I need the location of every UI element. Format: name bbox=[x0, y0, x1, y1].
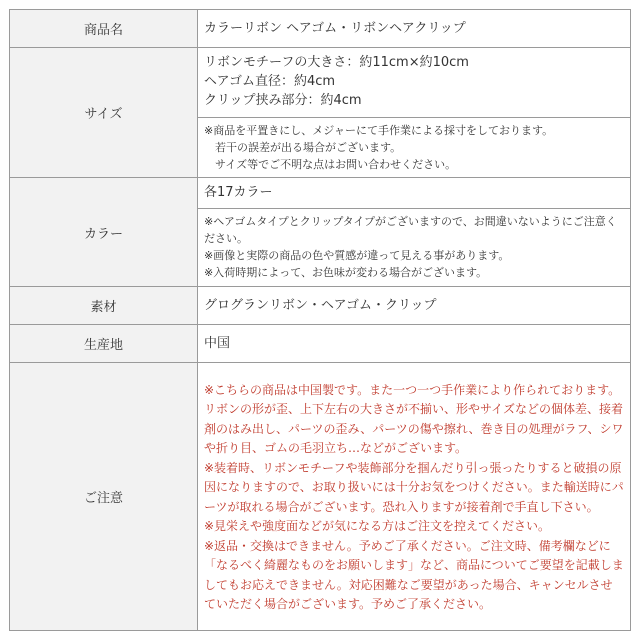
size-value bbox=[198, 48, 631, 178]
origin-text: 中国 bbox=[204, 336, 231, 351]
color-note-2: ※画像と実際の商品の色や質感が違って見える事があります。 bbox=[204, 249, 510, 262]
origin-value bbox=[198, 325, 631, 363]
product-name-text: カラーリボン ヘアゴム・リボンヘアクリップ bbox=[204, 21, 466, 36]
size-note-3: サイズ等でご不明な点はお問い合わせください。 bbox=[204, 158, 457, 171]
caution-handling-note: ※装着時、リボンモチーフや装飾部分を掴んだり引っ張ったりすると破損の原因になりますので、お取り扱いには十分お気をつけください。また輸送時にパーツが取れる場合がございます。恐れ入りますが接着剤で手直し下さい。 bbox=[204, 460, 624, 514]
caution-label: ご注意 bbox=[10, 363, 198, 631]
caution-refrain-note: ※見栄えや強度面などが気になる方はご注文を控えてください。 bbox=[204, 519, 551, 533]
row-product-name bbox=[10, 10, 631, 48]
size-note-2: 若干の誤差が出る場合がございます。 bbox=[204, 141, 402, 154]
material-value bbox=[198, 287, 631, 325]
row-size bbox=[10, 48, 631, 178]
color-note-3: ※入荷時期によって、お色味が変わる場合がございます。 bbox=[204, 266, 488, 279]
size-notes bbox=[198, 117, 630, 177]
color-note-1: ※ヘアゴムタイプとクリップタイプがございますので、お間違いないようにご注意ください。 bbox=[204, 215, 617, 245]
origin-label: 生産地 bbox=[10, 325, 198, 363]
product-name-label: 商品名 bbox=[10, 10, 198, 48]
row-color bbox=[10, 178, 631, 287]
color-notes bbox=[198, 208, 630, 285]
color-label: カラー bbox=[10, 178, 198, 287]
caution-handmade-note: ※こちらの商品は中国製です。また一つ一つ手作業により作られております。リボンの形が歪、上下左右の大きさが不揃い、形やサイズなどの個体差、接着剤のはみ出し、パーツの歪み、パーツの傷や擦れ、巻き目の処理がラフ、シワや折り目、ゴムの毛羽立ち…などがございます。 bbox=[204, 382, 624, 455]
size-label: サイズ bbox=[10, 48, 198, 178]
color-count: 各17カラー bbox=[204, 185, 273, 200]
row-material bbox=[10, 287, 631, 325]
material-text: グログランリボン・ヘアゴム・クリップ bbox=[204, 298, 437, 313]
color-value bbox=[198, 178, 631, 287]
caution-value bbox=[198, 363, 631, 631]
size-ribbon-dimension: リボンモチーフの大きさ：約11cm×約10cm bbox=[204, 55, 469, 70]
size-clip-width: クリップ挟み部分：約4cm bbox=[204, 93, 362, 108]
row-origin bbox=[10, 325, 631, 363]
size-note-1: ※商品を平置きにし、メジャーにて手作業による採寸をしております。 bbox=[204, 124, 554, 137]
row-caution bbox=[10, 363, 631, 631]
caution-notes bbox=[198, 376, 630, 618]
size-hair-tie-diameter: ヘアゴム直径：約4cm bbox=[204, 74, 336, 89]
size-dimensions bbox=[198, 48, 630, 117]
product-name-value bbox=[198, 10, 631, 48]
material-label: 素材 bbox=[10, 287, 198, 325]
product-spec-table bbox=[9, 9, 631, 631]
caution-return-note: ※返品・交換はできません。予めご了承ください。ご注文時、備考欄などに「なるべく綺麗なものをお願いします」など、商品についてご要望を記載しましてもお応えできません。対応困難なご要望があった場合、キャンセルさせていただく場合がございます。予めご了承ください。 bbox=[204, 538, 624, 611]
